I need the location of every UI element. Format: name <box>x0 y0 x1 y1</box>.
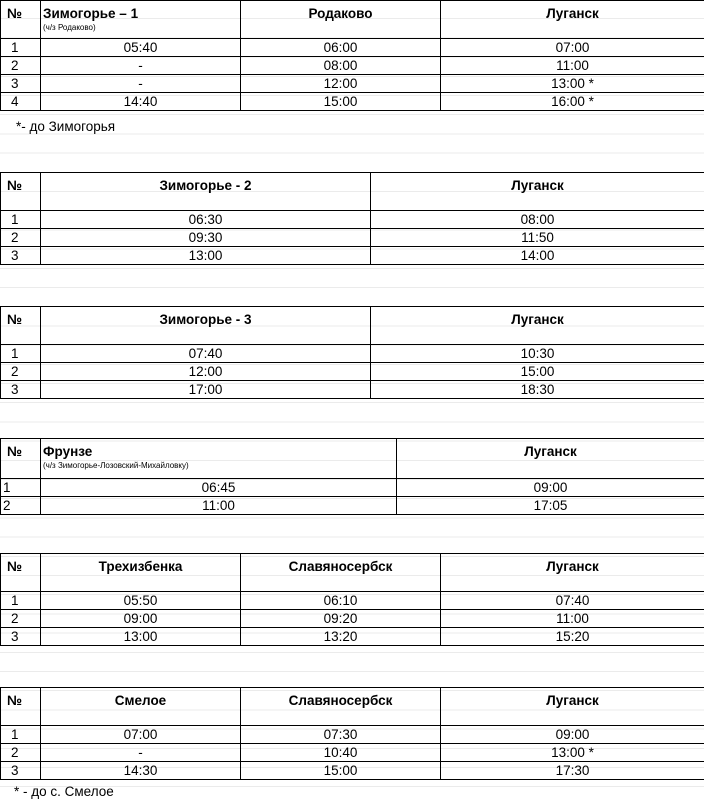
time-cell: 09:30 <box>41 229 371 247</box>
row-number: 4 <box>1 93 41 111</box>
time-cell: 14:30 <box>41 762 241 780</box>
schedule-table-zimogorye-2 <box>0 172 704 265</box>
time-cell: 07:30 <box>241 726 441 744</box>
row-number: 1 <box>1 479 41 497</box>
table-header-row <box>1 554 704 592</box>
time-cell: 07:40 <box>441 592 704 610</box>
header-station: Славяносербск <box>241 554 441 592</box>
header-station: Зимогорье - 3 <box>41 307 371 345</box>
table-row <box>1 479 704 497</box>
row-number: 1 <box>1 592 41 610</box>
time-cell: 13:00 <box>41 247 371 265</box>
header-station: Луганск <box>371 173 704 211</box>
time-cell: 11:00 <box>41 497 397 515</box>
time-cell: 17:00 <box>41 381 371 399</box>
row-number: 1 <box>1 345 41 363</box>
time-cell: 15:00 <box>371 363 704 381</box>
header-number: № <box>1 307 41 345</box>
table-header-row <box>1 1 704 39</box>
time-cell: - <box>41 75 241 93</box>
time-cell: 09:20 <box>241 610 441 628</box>
time-cell: 10:30 <box>371 345 704 363</box>
header-station: Трехизбенка <box>41 554 241 592</box>
time-cell: 09:00 <box>441 726 704 744</box>
time-cell: 13:00 * <box>441 75 704 93</box>
time-cell: 09:00 <box>41 610 241 628</box>
table-row <box>1 726 704 744</box>
header-number: № <box>1 554 41 592</box>
header-route-note: (ч/з Родаково) <box>43 23 96 32</box>
header-station <box>41 439 397 479</box>
time-cell: 10:40 <box>241 744 441 762</box>
table-row <box>1 229 704 247</box>
header-station: Зимогорье - 2 <box>41 173 371 211</box>
header-number: № <box>1 173 41 211</box>
table-row <box>1 247 704 265</box>
time-cell: 06:00 <box>241 39 441 57</box>
schedule-table-smeloe <box>0 687 704 780</box>
time-cell: 05:50 <box>41 592 241 610</box>
header-station-label: Фрунзе <box>43 444 93 459</box>
time-cell: 15:20 <box>441 628 704 646</box>
row-number: 3 <box>1 381 41 399</box>
table-row <box>1 363 704 381</box>
schedule-table-zimogorye-1 <box>0 0 704 111</box>
time-cell: 07:00 <box>441 39 704 57</box>
row-number: 3 <box>1 247 41 265</box>
table-row <box>1 57 704 75</box>
schedule-table-zimogorye-3 <box>0 306 704 399</box>
row-number: 2 <box>1 610 41 628</box>
time-cell: 17:30 <box>441 762 704 780</box>
time-cell: 13:00 <box>41 628 241 646</box>
footnote: * - до с. Смелое <box>14 784 114 799</box>
time-cell: 08:00 <box>371 211 704 229</box>
time-cell: - <box>41 57 241 75</box>
header-station: Луганск <box>397 439 704 479</box>
time-cell: 12:00 <box>41 363 371 381</box>
row-number: 2 <box>1 229 41 247</box>
time-cell: 13:00 * <box>441 744 704 762</box>
footnote: *- до Зимогорья <box>16 119 116 134</box>
header-number: № <box>1 1 41 39</box>
table-row <box>1 592 704 610</box>
time-cell: 07:40 <box>41 345 371 363</box>
header-number: № <box>1 439 41 479</box>
table-row <box>1 211 704 229</box>
time-cell: 15:00 <box>241 93 441 111</box>
table-row <box>1 610 704 628</box>
time-cell: 06:30 <box>41 211 371 229</box>
schedule-table-trekhizbenka <box>0 553 704 646</box>
row-number: 1 <box>1 726 41 744</box>
time-cell: 12:00 <box>241 75 441 93</box>
time-cell: 11:00 <box>441 610 704 628</box>
table-header-row <box>1 688 704 726</box>
time-cell: 14:40 <box>41 93 241 111</box>
time-cell: 09:00 <box>397 479 704 497</box>
row-number: 1 <box>1 39 41 57</box>
table-row <box>1 75 704 93</box>
time-cell: 15:00 <box>241 762 441 780</box>
row-number: 1 <box>1 211 41 229</box>
time-cell: 07:00 <box>41 726 241 744</box>
header-station: Родаково <box>241 1 441 39</box>
table-row <box>1 762 704 780</box>
table-row <box>1 628 704 646</box>
table-row <box>1 381 704 399</box>
time-cell: 06:45 <box>41 479 397 497</box>
table-header-row <box>1 173 704 211</box>
time-cell: 11:50 <box>371 229 704 247</box>
header-number: № <box>1 688 41 726</box>
time-cell: 18:30 <box>371 381 704 399</box>
time-cell: - <box>41 744 241 762</box>
time-cell: 14:00 <box>371 247 704 265</box>
time-cell: 05:40 <box>41 39 241 57</box>
header-station: Луганск <box>371 307 704 345</box>
time-cell: 16:00 * <box>441 93 704 111</box>
header-station-label: Зимогорье – 1 <box>43 6 139 21</box>
time-cell: 06:10 <box>241 592 441 610</box>
time-cell: 13:20 <box>241 628 441 646</box>
table-header-row <box>1 307 704 345</box>
row-number: 2 <box>1 497 41 515</box>
header-station: Славяносербск <box>241 688 441 726</box>
row-number: 3 <box>1 75 41 93</box>
header-station: Луганск <box>441 688 704 726</box>
table-row <box>1 93 704 111</box>
row-number: 3 <box>1 628 41 646</box>
time-cell: 08:00 <box>241 57 441 75</box>
row-number: 2 <box>1 363 41 381</box>
table-row <box>1 39 704 57</box>
row-number: 3 <box>1 762 41 780</box>
table-row <box>1 497 704 515</box>
header-route-note: (ч/з Зимогорье-Лозовский-Михайловку) <box>43 461 189 470</box>
header-station: Луганск <box>441 554 704 592</box>
time-cell: 11:00 <box>441 57 704 75</box>
row-number: 2 <box>1 744 41 762</box>
row-number: 2 <box>1 57 41 75</box>
table-header-row <box>1 439 704 479</box>
header-station: Луганск <box>441 1 704 39</box>
table-row <box>1 744 704 762</box>
schedule-table-frunze <box>0 438 704 515</box>
header-station: Смелое <box>41 688 241 726</box>
table-row <box>1 345 704 363</box>
header-station <box>41 1 241 39</box>
time-cell: 17:05 <box>397 497 704 515</box>
